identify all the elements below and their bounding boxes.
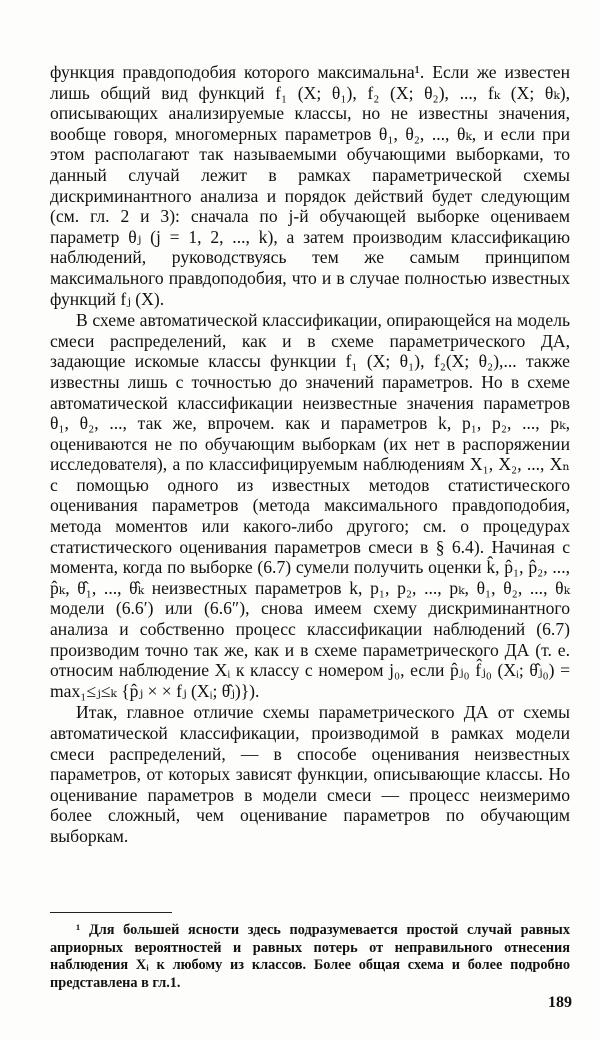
footnote-rule	[50, 912, 172, 913]
paragraph-3: Итак, главное отличие схемы параметрического ДА от схемы автоматической классификации, производимой в рамках модели смеси распределений, — в способе оценивания неизвестных параметров, от которых зависят функции, описывающие классы. Но оценивание параметров в модели смеси — процесс неизмеримо более сложный, чем оценивание параметров по обучающим выборкам.	[50, 702, 570, 846]
footnote	[50, 922, 570, 992]
paragraph-2: В схеме автоматической классификации, опирающейся на модель смеси распределений, как и в схеме параметрического ДА, задающие искомые классы функции f₁ (X; θ₁), f₂(X; θ₂),... также известны лишь с точностью до значений параметров. Но в схеме автоматической классификации неизвестные значения параметров θ₁, θ₂, ..., так же, впрочем. как и параметров k, p₁, p₂, ..., pₖ, оцениваются не по обучающим выборкам (их нет в распоряжении исследователя), а по классифицируемым наблюдениям X₁, X₂, ..., Xₙ с помощью одного из известных методов статистического оценивания параметров (метода максимального правдоподобия, метода моментов или какого-либо другого; см. о процедурах статистического оценивания параметров смеси в § 6.4). Начиная с момента, когда по выборке (6.7) сумели получить оценки k̂, p̂₁, p̂₂, ..., p̂ₖ, θ̂₁, ..., θ̂ₖ неизвестных параметров k, p₁, p₂, ..., pₖ, θ₁, θ₂, ..., θₖ модели (6.6′) или (6.6″), снова имеем схему дискриминантного анализа и собственно процесс классификации наблюдений (6.7) производим точно так же, как и в схеме параметрического ДА (т. е. относим наблюдение Xᵢ к классу с номером j₀, если p̂ⱼ₀ f̂ⱼ₀ (Xᵢ; θ̂ⱼ₀) = max₁≤ⱼ≤ₖ {p̂ⱼ × × fⱼ (Xᵢ; θ̂ⱼ)}).	[50, 310, 570, 701]
page-number: 189	[548, 994, 572, 1011]
main-text	[50, 62, 570, 847]
paragraph-1: функция правдоподобия которого максимальна¹. Если же известен лишь общий вид функций f₁ (X; θ₁), f₂ (X; θ₂), ..., fₖ (X; θₖ), описывающих анализируемые классы, но не известны значения, вообще говоря, многомерных параметров θ₁, θ₂, ..., θₖ, и если при этом располагают так называемыми обучающими выборками, то данный случай лежит в рамках параметрической схемы дискриминантного анализа и порядок действий будет следующим (см. гл. 2 и 3): сначала по j-й обучающей выборке оцениваем параметр θⱼ (j = 1, 2, ..., k), а затем производим классификацию наблюдений, руководствуясь тем же самым принципом максимального правдоподобия, что и в случае полностью известных функций fⱼ (X).	[50, 62, 570, 309]
footnote-text: ¹ Для большей ясности здесь подразумевается простой случай равных априорных вероятностей и равных потерь от неправильного отнесения наблюдения Xᵢ к любому из классов. Более общая схема и более подробно представлена в гл.1.	[50, 922, 570, 991]
